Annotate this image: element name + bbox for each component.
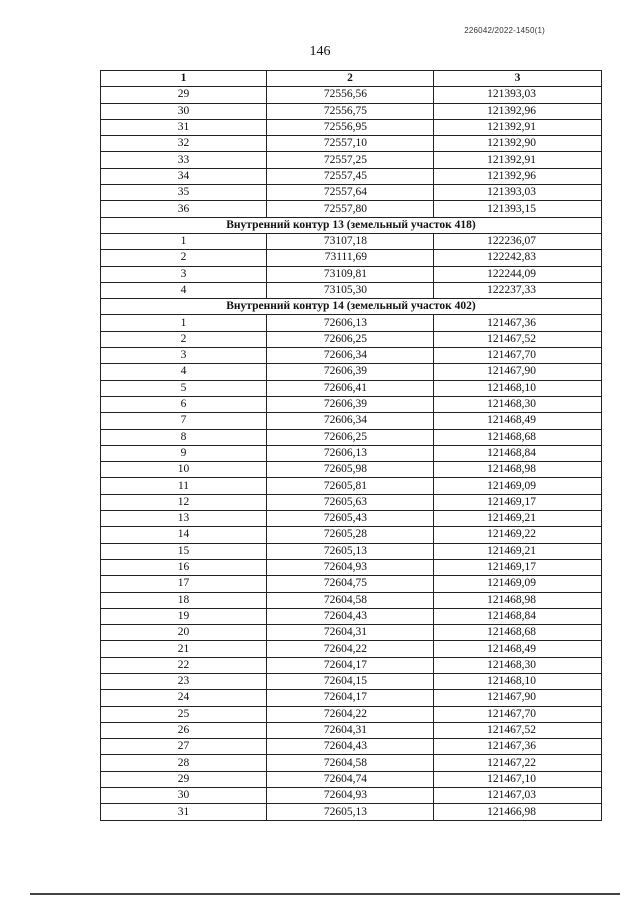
x-coordinate-cell: 72557,80 xyxy=(267,201,434,217)
y-coordinate-cell: 121469,21 xyxy=(434,511,602,527)
point-number-cell: 30 xyxy=(101,103,267,119)
y-coordinate-cell: 121468,68 xyxy=(434,429,602,445)
column-header-x: 2 xyxy=(267,71,434,87)
document-id: 226042/2022-1450(1) xyxy=(464,26,545,35)
x-coordinate-cell: 72606,25 xyxy=(267,331,434,347)
y-coordinate-cell: 121467,03 xyxy=(434,788,602,804)
x-coordinate-cell: 72604,43 xyxy=(267,739,434,755)
x-coordinate-cell: 72604,17 xyxy=(267,690,434,706)
table-row xyxy=(101,380,602,396)
x-coordinate-cell: 72556,75 xyxy=(267,103,434,119)
y-coordinate-cell: 121467,90 xyxy=(434,364,602,380)
y-coordinate-cell: 121469,17 xyxy=(434,559,602,575)
x-coordinate-cell: 72556,95 xyxy=(267,119,434,135)
x-coordinate-cell: 73107,18 xyxy=(267,233,434,249)
x-coordinate-cell: 72557,10 xyxy=(267,136,434,152)
y-coordinate-cell: 121466,98 xyxy=(434,804,602,820)
table-row xyxy=(101,168,602,184)
table-row xyxy=(101,315,602,331)
table-row xyxy=(101,103,602,119)
point-number-cell: 30 xyxy=(101,788,267,804)
table-row xyxy=(101,641,602,657)
y-coordinate-cell: 121393,03 xyxy=(434,87,602,103)
point-number-cell: 9 xyxy=(101,445,267,461)
y-coordinate-cell: 121468,49 xyxy=(434,413,602,429)
table-row xyxy=(101,722,602,738)
y-coordinate-cell: 121469,17 xyxy=(434,494,602,510)
y-coordinate-cell: 121393,15 xyxy=(434,201,602,217)
table-row xyxy=(101,527,602,543)
y-coordinate-cell: 121468,10 xyxy=(434,380,602,396)
point-number-cell: 29 xyxy=(101,771,267,787)
x-coordinate-cell: 72604,22 xyxy=(267,706,434,722)
point-number-cell: 20 xyxy=(101,625,267,641)
y-coordinate-cell: 122244,09 xyxy=(434,266,602,282)
point-number-cell: 17 xyxy=(101,576,267,592)
x-coordinate-cell: 72604,31 xyxy=(267,625,434,641)
point-number-cell: 2 xyxy=(101,250,267,266)
y-coordinate-cell: 121469,22 xyxy=(434,527,602,543)
table-row xyxy=(101,755,602,771)
y-coordinate-cell: 122236,07 xyxy=(434,233,602,249)
y-coordinate-cell: 121467,10 xyxy=(434,771,602,787)
y-coordinate-cell: 121392,90 xyxy=(434,136,602,152)
point-number-cell: 35 xyxy=(101,185,267,201)
table-row xyxy=(101,608,602,624)
point-number-cell: 34 xyxy=(101,168,267,184)
point-number-cell: 19 xyxy=(101,608,267,624)
x-coordinate-cell: 72556,56 xyxy=(267,87,434,103)
table-row xyxy=(101,739,602,755)
y-coordinate-cell: 121467,22 xyxy=(434,755,602,771)
table-row xyxy=(101,478,602,494)
point-number-cell: 31 xyxy=(101,804,267,820)
x-coordinate-cell: 72605,43 xyxy=(267,511,434,527)
table-row xyxy=(101,462,602,478)
y-coordinate-cell: 121467,90 xyxy=(434,690,602,706)
table-row xyxy=(101,429,602,445)
point-number-cell: 32 xyxy=(101,136,267,152)
column-header-y: 3 xyxy=(434,71,602,87)
x-coordinate-cell: 72557,45 xyxy=(267,168,434,184)
x-coordinate-cell: 72604,15 xyxy=(267,673,434,689)
point-number-cell: 3 xyxy=(101,348,267,364)
table-row xyxy=(101,625,602,641)
table-row xyxy=(101,348,602,364)
table-row xyxy=(101,494,602,510)
table-row xyxy=(101,201,602,217)
y-coordinate-cell: 121467,70 xyxy=(434,706,602,722)
point-number-cell: 15 xyxy=(101,543,267,559)
y-coordinate-cell: 121468,49 xyxy=(434,641,602,657)
x-coordinate-cell: 72605,13 xyxy=(267,543,434,559)
table-row xyxy=(101,119,602,135)
table-row xyxy=(101,771,602,787)
column-header-number: 1 xyxy=(101,71,267,87)
table-row xyxy=(101,576,602,592)
point-number-cell: 25 xyxy=(101,706,267,722)
y-coordinate-cell: 121468,98 xyxy=(434,462,602,478)
table-row xyxy=(101,136,602,152)
table-row xyxy=(101,185,602,201)
table-row xyxy=(101,511,602,527)
page-number: 146 xyxy=(309,44,331,59)
point-number-cell: 26 xyxy=(101,722,267,738)
y-coordinate-cell: 121468,10 xyxy=(434,673,602,689)
point-number-cell: 1 xyxy=(101,233,267,249)
x-coordinate-cell: 72606,34 xyxy=(267,413,434,429)
point-number-cell: 1 xyxy=(101,315,267,331)
table-row xyxy=(101,413,602,429)
x-coordinate-cell: 72604,75 xyxy=(267,576,434,592)
point-number-cell: 11 xyxy=(101,478,267,494)
y-coordinate-cell: 121468,68 xyxy=(434,625,602,641)
y-coordinate-cell: 121468,84 xyxy=(434,445,602,461)
x-coordinate-cell: 72606,41 xyxy=(267,380,434,396)
x-coordinate-cell: 73105,30 xyxy=(267,282,434,298)
x-coordinate-cell: 72606,25 xyxy=(267,429,434,445)
y-coordinate-cell: 121467,52 xyxy=(434,331,602,347)
y-coordinate-cell: 121469,21 xyxy=(434,543,602,559)
point-number-cell: 24 xyxy=(101,690,267,706)
x-coordinate-cell: 72604,22 xyxy=(267,641,434,657)
point-number-cell: 23 xyxy=(101,673,267,689)
x-coordinate-cell: 72605,28 xyxy=(267,527,434,543)
x-coordinate-cell: 72604,93 xyxy=(267,559,434,575)
table-row xyxy=(101,673,602,689)
table-row xyxy=(101,282,602,298)
point-number-cell: 12 xyxy=(101,494,267,510)
point-number-cell: 22 xyxy=(101,657,267,673)
coordinates-table xyxy=(100,70,602,821)
table-row xyxy=(101,706,602,722)
x-coordinate-cell: 72605,63 xyxy=(267,494,434,510)
point-number-cell: 31 xyxy=(101,119,267,135)
x-coordinate-cell: 72605,13 xyxy=(267,804,434,820)
x-coordinate-cell: 72604,58 xyxy=(267,755,434,771)
table-row xyxy=(101,396,602,412)
y-coordinate-cell: 121468,98 xyxy=(434,592,602,608)
point-number-cell: 13 xyxy=(101,511,267,527)
table-row xyxy=(101,233,602,249)
table-row xyxy=(101,592,602,608)
y-coordinate-cell: 122242,83 xyxy=(434,250,602,266)
point-number-cell: 10 xyxy=(101,462,267,478)
section-heading: Внутренний контур 13 (земельный участок 418) xyxy=(101,217,602,233)
section-heading: Внутренний контур 14 (земельный участок 402) xyxy=(101,299,602,315)
table-row xyxy=(101,445,602,461)
point-number-cell: 4 xyxy=(101,364,267,380)
y-coordinate-cell: 121469,09 xyxy=(434,576,602,592)
point-number-cell: 6 xyxy=(101,396,267,412)
x-coordinate-cell: 72604,17 xyxy=(267,657,434,673)
table-row xyxy=(101,804,602,820)
point-number-cell: 29 xyxy=(101,87,267,103)
y-coordinate-cell: 121392,96 xyxy=(434,168,602,184)
table-row xyxy=(101,87,602,103)
x-coordinate-cell: 72606,13 xyxy=(267,315,434,331)
table-body xyxy=(101,87,602,820)
y-coordinate-cell: 121392,91 xyxy=(434,152,602,168)
point-number-cell: 33 xyxy=(101,152,267,168)
y-coordinate-cell: 121468,30 xyxy=(434,657,602,673)
y-coordinate-cell: 121393,03 xyxy=(434,185,602,201)
x-coordinate-cell: 72604,43 xyxy=(267,608,434,624)
table-row xyxy=(101,152,602,168)
footer-rule xyxy=(30,893,620,895)
y-coordinate-cell: 121467,70 xyxy=(434,348,602,364)
x-coordinate-cell: 72606,39 xyxy=(267,396,434,412)
x-coordinate-cell: 72604,74 xyxy=(267,771,434,787)
x-coordinate-cell: 72604,93 xyxy=(267,788,434,804)
y-coordinate-cell: 121468,30 xyxy=(434,396,602,412)
point-number-cell: 2 xyxy=(101,331,267,347)
table-row xyxy=(101,559,602,575)
table-row xyxy=(101,266,602,282)
y-coordinate-cell: 121468,84 xyxy=(434,608,602,624)
point-number-cell: 8 xyxy=(101,429,267,445)
x-coordinate-cell: 72605,98 xyxy=(267,462,434,478)
table-row xyxy=(101,788,602,804)
point-number-cell: 3 xyxy=(101,266,267,282)
point-number-cell: 16 xyxy=(101,559,267,575)
point-number-cell: 4 xyxy=(101,282,267,298)
x-coordinate-cell: 72606,34 xyxy=(267,348,434,364)
y-coordinate-cell: 121469,09 xyxy=(434,478,602,494)
section-heading-row xyxy=(101,299,602,315)
y-coordinate-cell: 122237,33 xyxy=(434,282,602,298)
section-heading-row xyxy=(101,217,602,233)
table-row xyxy=(101,331,602,347)
table-row xyxy=(101,657,602,673)
table-row xyxy=(101,364,602,380)
x-coordinate-cell: 72604,58 xyxy=(267,592,434,608)
x-coordinate-cell: 72557,25 xyxy=(267,152,434,168)
table-row xyxy=(101,250,602,266)
x-coordinate-cell: 72557,64 xyxy=(267,185,434,201)
point-number-cell: 5 xyxy=(101,380,267,396)
point-number-cell: 27 xyxy=(101,739,267,755)
y-coordinate-cell: 121392,96 xyxy=(434,103,602,119)
point-number-cell: 36 xyxy=(101,201,267,217)
y-coordinate-cell: 121467,36 xyxy=(434,315,602,331)
point-number-cell: 21 xyxy=(101,641,267,657)
x-coordinate-cell: 72605,81 xyxy=(267,478,434,494)
table-row xyxy=(101,543,602,559)
x-coordinate-cell: 72604,31 xyxy=(267,722,434,738)
x-coordinate-cell: 72606,39 xyxy=(267,364,434,380)
point-number-cell: 14 xyxy=(101,527,267,543)
point-number-cell: 18 xyxy=(101,592,267,608)
x-coordinate-cell: 73109,81 xyxy=(267,266,434,282)
y-coordinate-cell: 121467,52 xyxy=(434,722,602,738)
x-coordinate-cell: 72606,13 xyxy=(267,445,434,461)
y-coordinate-cell: 121467,36 xyxy=(434,739,602,755)
table-row xyxy=(101,690,602,706)
point-number-cell: 28 xyxy=(101,755,267,771)
point-number-cell: 7 xyxy=(101,413,267,429)
x-coordinate-cell: 73111,69 xyxy=(267,250,434,266)
y-coordinate-cell: 121392,91 xyxy=(434,119,602,135)
table-header-row xyxy=(101,71,602,87)
